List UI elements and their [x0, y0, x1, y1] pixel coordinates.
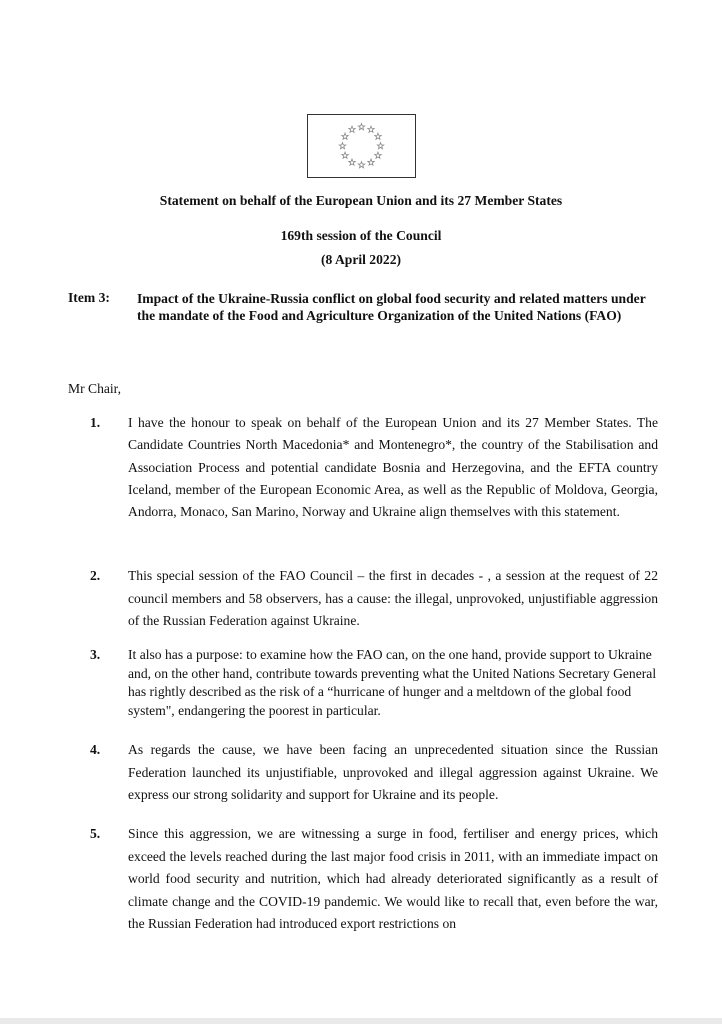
item-heading: Impact of the Ukraine-Russia conflict on global food security and related matters under the mandate of the Food and Agriculture Organization of the United Nations (FAO) — [137, 291, 646, 323]
paragraph-number: 3. — [90, 647, 101, 662]
star-icon — [339, 143, 345, 149]
star-icon — [377, 143, 383, 149]
paragraph-number: 2. — [90, 568, 101, 583]
paragraph-text: As regards the cause, we have been facing an unprecedented situation since the Russian Federation launched its unjustifiable, unprovoked and illegal aggression against Ukraine. We express our strong solidarity and support for Ukraine and its people. — [128, 742, 658, 802]
star-icon — [349, 159, 355, 165]
star-icon — [375, 133, 381, 139]
star-icon — [368, 159, 374, 165]
star-icon — [349, 126, 355, 132]
paragraph-text: It also has a purpose: to examine how the FAO can, on the one hand, provide support to Ukraine and, on the other hand, contribute towards preventing what the United Nations Secretary General has rightly described as the risk of a “hurricane of hunger and a meltdown of the global food system", endangering the poorest in particular. — [128, 647, 657, 718]
session-date: (8 April 2022) — [320, 252, 402, 267]
item-label: Item 3: — [68, 290, 110, 305]
paragraph-number: 4. — [90, 742, 101, 757]
eu-stars-icon — [308, 115, 415, 177]
salutation: Mr Chair, — [68, 381, 122, 396]
eu-flag-emblem — [307, 114, 416, 178]
star-icon — [368, 126, 374, 132]
paragraph-text: Since this aggression, we are witnessing a surge in food, fertiliser and energy prices, which exceed the levels reached during the last major food crisis in 2011, with an immediate impact on world food security and nutrition, which had already deteriorated significantly as a result of climate change and the COVID-19 pandemic. We would like to recall that, even before the war, the Russian Federation had introduced export restrictions on — [128, 826, 658, 932]
star-icon — [375, 152, 381, 158]
paragraph-text: I have the honour to speak on behalf of the European Union and its 27 Member States. The Candidate Countries North Macedonia* and Montenegro*, the country of the Stabilisation and Association Process and potential candidate Bosnia and Herzegovina, and the EFTA country Iceland, member of the European Economic Area, as well as the Republic of Moldova, Georgia, Andorra, Monaco, San Marino, Norway and Ukraine align themselves with this statement. — [128, 415, 658, 520]
star-icon — [358, 124, 364, 130]
paragraph-text: This special session of the FAO Council – the first in decades - , a session at the request of 22 council members and 58 observers, has a cause: the illegal, unprovoked, unjustifiable aggression of the Russian Federation against Ukraine. — [128, 568, 658, 628]
paragraph-number: 5. — [90, 826, 101, 841]
statement-title: Statement on behalf of the European Union and its 27 Member States — [159, 193, 563, 208]
page-edge — [0, 1018, 722, 1024]
star-icon — [358, 162, 364, 168]
star-icon — [342, 152, 348, 158]
star-icon — [342, 133, 348, 139]
session-title: 169th session of the Council — [280, 228, 442, 243]
paragraph-number: 1. — [90, 415, 101, 430]
